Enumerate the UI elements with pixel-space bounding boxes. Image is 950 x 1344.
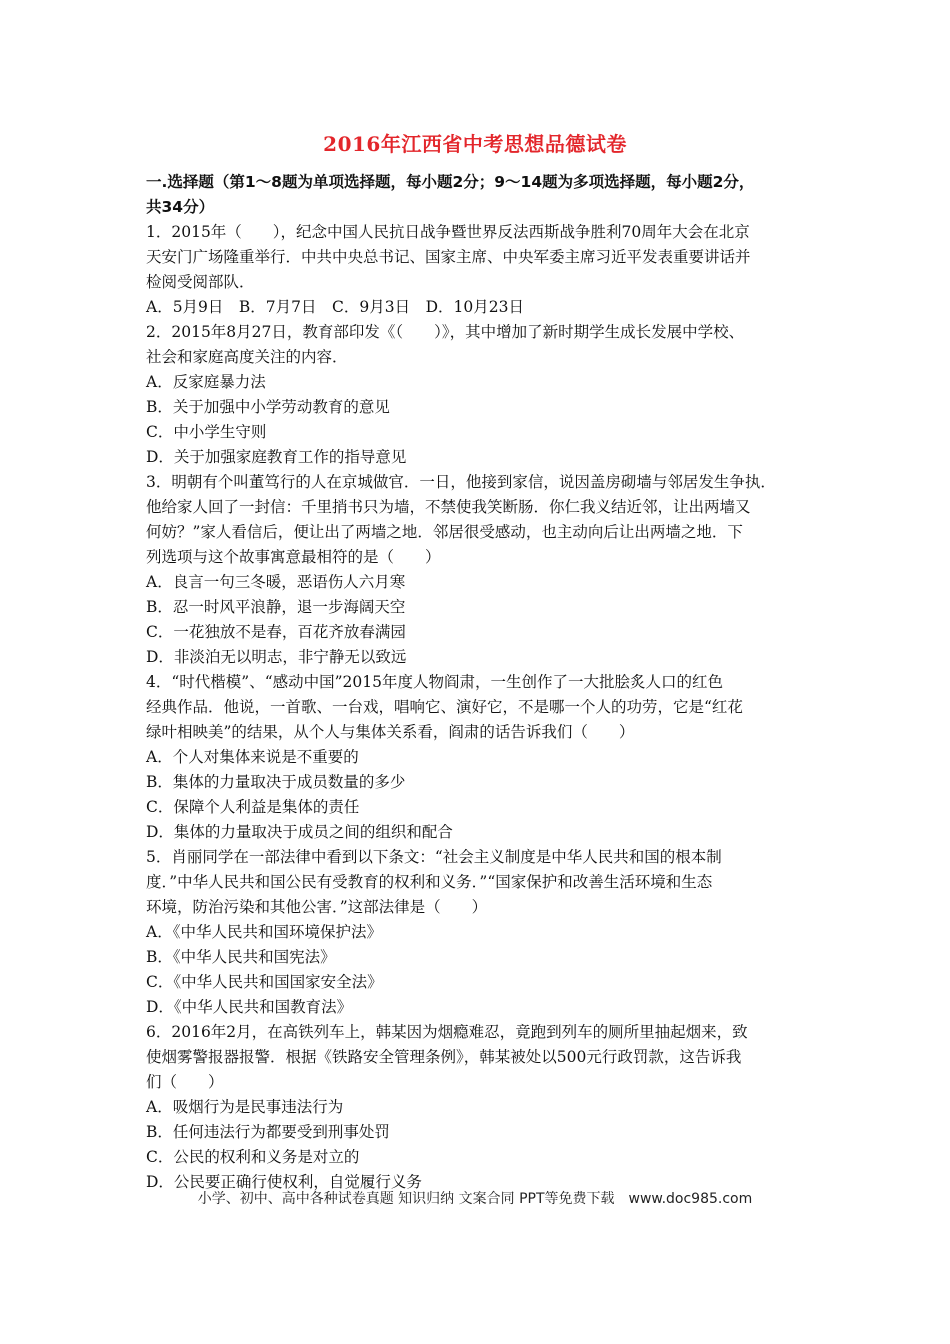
exam-content	[146, 170, 812, 1195]
answer-option-d: D．关于加强家庭教育工作的指导意见	[146, 448, 407, 466]
answer-option-b: B．任何违法行为都要受到刑事处罚	[146, 1123, 390, 1141]
answer-option-b: B．忍一时风平浪静，退一步海阔天空	[146, 598, 406, 616]
section-heading-line-1: 一.选择题（第1～8题为单项选择题，每小题2分；9～14题为多项选择题，每小题2分，	[146, 173, 755, 191]
question-text-line: 3．明朝有个叫董笃行的人在京城做官．一日，他接到家信，说因盖房砌墙与邻居发生争执．	[146, 473, 776, 491]
answer-option-d: D．《中华人民共和国教育法》	[146, 998, 353, 1016]
question-text-line: 们（ ）	[146, 1073, 224, 1091]
question-text-line: 他给家人回了一封信：千里捎书只为墙，不禁使我笑断肠．你仁我义结近邻，让出两墙又	[146, 498, 751, 516]
answer-option-b: B．关于加强中小学劳动教育的意见	[146, 398, 390, 416]
answer-option-c: C．保障个人利益是集体的责任	[146, 798, 360, 816]
answer-option-a: A．良言一句三冬暖，恶语伤人六月寒	[146, 573, 406, 591]
footer-download-link[interactable]: 小学、初中、高中各种试卷真题 知识归纳 文案合同 PPT等免费下载 www.doc985.com	[197, 1191, 753, 1207]
answer-option-a: A．个人对集体来说是不重要的	[146, 748, 359, 766]
question-text-line: 何妨？”家人看信后，便让出了两墙之地．邻居很受感动，也主动向后让出两墙之地．下	[146, 523, 743, 541]
question-text-line: 经典作品．他说，一首歌、一台戏，唱响它、演好它，不是哪一个人的功劳，它是“红花	[146, 698, 743, 716]
question-text-line: 6．2016年2月，在高铁列车上，韩某因为烟瘾难忍，竟跑到列车的厕所里抽起烟来，致	[146, 1023, 748, 1041]
question-text-line: 1．2015年（ ），纪念中国人民抗日战争暨世界反法西斯战争胜利70周年大会在北京	[146, 223, 750, 241]
question-text-line: 4．“时代楷模”、“感动中国”2015年度人物阎肃，一生创作了一大批脍炙人口的红色	[146, 673, 724, 691]
answer-option-a: A．《中华人民共和国环境保护法》	[146, 923, 382, 941]
question-text-line: 绿叶相映美”的结果，从个人与集体关系看，阎肃的话告诉我们（ ）	[146, 723, 635, 741]
question-3	[146, 470, 812, 670]
question-5	[146, 845, 812, 1020]
question-text-line: 天安门广场隆重举行．中共中央总书记、国家主席、中央军委主席习近平发表重要讲话并	[146, 248, 751, 266]
answer-option-c: C．一花独放不是春，百花齐放春满园	[146, 623, 406, 641]
question-text-line: 使烟雾警报器报警．根据《铁路安全管理条例》，韩某被处以500元行政罚款，这告诉我	[146, 1048, 742, 1066]
exam-title: 2016年江西省中考思想品德试卷	[323, 132, 627, 156]
answer-option-d: D．公民要正确行使权利，自觉履行义务	[146, 1173, 422, 1191]
question-text-line: 检阅受阅部队．	[146, 273, 255, 291]
question-text-line: 社会和家庭高度关注的内容．	[146, 348, 348, 366]
answer-options: A．5月9日 B．7月7日 C．9月3日 D．10月23日	[146, 298, 524, 316]
section-heading-line-2: 共34分）	[146, 198, 215, 216]
answer-option-a: A．反家庭暴力法	[146, 373, 266, 391]
answer-option-c: C．《中华人民共和国国家安全法》	[146, 973, 383, 991]
question-text-line: 环境，防治污染和其他公害．”这部法律是（ ）	[146, 898, 488, 916]
answer-option-c: C．中小学生守则	[146, 423, 267, 441]
answer-option-b: B．集体的力量取决于成员数量的多少	[146, 773, 406, 791]
question-text-line: 5．肖丽同学在一部法律中看到以下条文：“社会主义制度是中华人民共和国的根本制	[146, 848, 722, 866]
question-text-line: 2．2015年8月27日，教育部印发《（ ）》，其中增加了新时期学生成长发展中学校、	[146, 323, 745, 341]
question-text-line: 列选项与这个故事寓意最相符的是（ ）	[146, 548, 441, 566]
answer-option-b: B．《中华人民共和国宪法》	[146, 948, 336, 966]
question-2	[146, 320, 812, 470]
question-4	[146, 670, 812, 845]
answer-option-d: D．非淡泊无以明志，非宁静无以致远	[146, 648, 407, 666]
question-6	[146, 1020, 812, 1195]
answer-option-d: D．集体的力量取决于成员之间的组织和配合	[146, 823, 453, 841]
answer-option-c: C．公民的权利和义务是对立的	[146, 1148, 360, 1166]
answer-option-a: A．吸烟行为是民事违法行为	[146, 1098, 344, 1116]
question-1	[146, 220, 812, 320]
question-text-line: 度．”中华人民共和国公民有受教育的权利和义务．”“国家保护和改善生活环境和生态	[146, 873, 713, 891]
